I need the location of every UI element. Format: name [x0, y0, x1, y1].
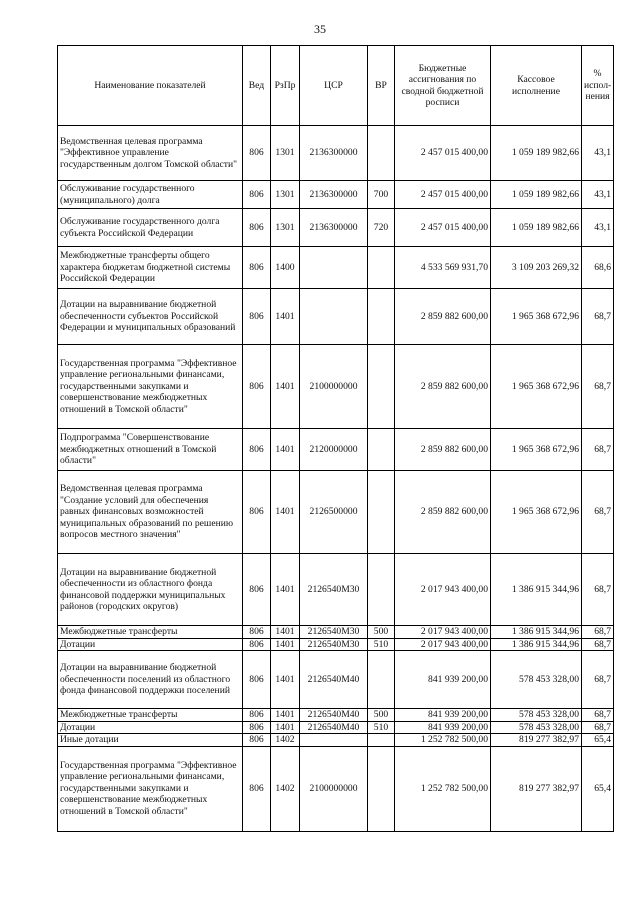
row-rzpr: 1401	[271, 709, 300, 722]
header-rzpr: РзПр	[271, 46, 300, 126]
table-row	[58, 289, 614, 345]
row-csr	[300, 247, 368, 289]
row-vr: 720	[368, 209, 395, 247]
row-vr: 500	[368, 626, 395, 639]
row-ved: 806	[243, 289, 271, 345]
row-vr: 700	[368, 181, 395, 209]
row-name: Дотации на выравнивание бюджетной обеспеченности из областного фонда финансовой поддержки муниципальных районов (городских округов)	[58, 554, 243, 626]
row-percent: 43,1	[582, 126, 614, 181]
row-ved: 806	[243, 554, 271, 626]
table-row	[58, 345, 614, 429]
table-row	[58, 721, 614, 734]
row-vr	[368, 651, 395, 709]
row-csr: 2120000000	[300, 429, 368, 471]
row-vr	[368, 247, 395, 289]
row-name: Государственная программа "Эффективное управление региональными финансами, государственными закупками и совершенствование межбюджетных отношений в Томской области"	[58, 345, 243, 429]
row-cash: 819 277 382,97	[491, 734, 582, 747]
row-cash: 1 059 189 982,66	[491, 181, 582, 209]
table-row	[58, 126, 614, 181]
row-cash: 1 965 368 672,96	[491, 345, 582, 429]
row-ved: 806	[243, 429, 271, 471]
row-budget: 841 939 200,00	[395, 709, 491, 722]
header-percent: % испол-нения	[582, 46, 614, 126]
row-ved: 806	[243, 181, 271, 209]
row-budget: 2 859 882 600,00	[395, 345, 491, 429]
row-percent: 68,7	[582, 638, 614, 651]
row-cash: 578 453 328,00	[491, 709, 582, 722]
row-rzpr: 1400	[271, 247, 300, 289]
row-vr	[368, 554, 395, 626]
row-csr: 2126540M40	[300, 709, 368, 722]
header-csr: ЦСР	[300, 46, 368, 126]
row-csr: 2136300000	[300, 126, 368, 181]
row-rzpr: 1401	[271, 554, 300, 626]
row-name: Иные дотации	[58, 734, 243, 747]
row-ved: 806	[243, 746, 271, 831]
table-header-row	[58, 46, 614, 126]
row-csr: 2126500000	[300, 471, 368, 554]
table-row	[58, 734, 614, 747]
row-csr: 2136300000	[300, 181, 368, 209]
row-cash: 1 386 915 344,96	[491, 626, 582, 639]
row-budget: 2 457 015 400,00	[395, 126, 491, 181]
row-budget: 2 859 882 600,00	[395, 429, 491, 471]
row-csr: 2126540M40	[300, 651, 368, 709]
row-ved: 806	[243, 734, 271, 747]
row-ved: 806	[243, 709, 271, 722]
row-cash: 578 453 328,00	[491, 721, 582, 734]
row-vr	[368, 429, 395, 471]
row-cash: 1 965 368 672,96	[491, 429, 582, 471]
row-percent: 43,1	[582, 209, 614, 247]
row-rzpr: 1401	[271, 721, 300, 734]
row-vr: 500	[368, 709, 395, 722]
row-budget: 1 252 782 500,00	[395, 734, 491, 747]
row-name: Дотации	[58, 638, 243, 651]
row-rzpr: 1401	[271, 289, 300, 345]
row-name: Межбюджетные трансферты общего характера бюджетам бюджетной системы Российской Федерации	[58, 247, 243, 289]
header-budget: Бюджетные ассигнования по сводной бюджетной росписи	[395, 46, 491, 126]
header-ved: Вед	[243, 46, 271, 126]
table-row	[58, 554, 614, 626]
row-ved: 806	[243, 638, 271, 651]
page-number: 35	[314, 22, 326, 36]
row-percent: 68,7	[582, 429, 614, 471]
row-percent: 68,7	[582, 289, 614, 345]
row-vr: 510	[368, 638, 395, 651]
row-rzpr: 1401	[271, 471, 300, 554]
row-rzpr: 1401	[271, 638, 300, 651]
row-csr: 2126540M30	[300, 626, 368, 639]
row-budget: 4 533 569 931,70	[395, 247, 491, 289]
row-cash: 1 059 189 982,66	[491, 126, 582, 181]
row-vr: 510	[368, 721, 395, 734]
row-ved: 806	[243, 345, 271, 429]
row-percent: 65,4	[582, 746, 614, 831]
row-name: Ведомственная целевая программа "Создание условий для обеспечения равных финансовых возможностей муниципальных образований по решению вопросов местного значения"	[58, 471, 243, 554]
row-ved: 806	[243, 651, 271, 709]
row-name: Дотации на выравнивание бюджетной обеспеченности поселений из областного фонда финансовой поддержки поселений	[58, 651, 243, 709]
row-percent: 68,6	[582, 247, 614, 289]
table-row	[58, 626, 614, 639]
row-cash: 1 386 915 344,96	[491, 638, 582, 651]
row-percent: 68,7	[582, 651, 614, 709]
table-row	[58, 709, 614, 722]
row-cash: 1 059 189 982,66	[491, 209, 582, 247]
row-vr	[368, 345, 395, 429]
row-rzpr: 1401	[271, 626, 300, 639]
row-cash: 3 109 203 269,32	[491, 247, 582, 289]
row-csr	[300, 734, 368, 747]
row-name: Государственная программа "Эффективное управление региональными финансами, государственными закупками и совершенствование межбюджетных отношений в Томской области"	[58, 746, 243, 831]
table-row	[58, 429, 614, 471]
table-row	[58, 181, 614, 209]
row-rzpr: 1301	[271, 209, 300, 247]
row-rzpr: 1402	[271, 746, 300, 831]
row-ved: 806	[243, 247, 271, 289]
row-rzpr: 1402	[271, 734, 300, 747]
row-rzpr: 1301	[271, 126, 300, 181]
table-row	[58, 471, 614, 554]
row-csr	[300, 289, 368, 345]
row-vr	[368, 126, 395, 181]
row-name: Дотации	[58, 721, 243, 734]
row-name: Дотации на выравнивание бюджетной обеспеченности субъектов Российской Федерации и муниципальных образований	[58, 289, 243, 345]
row-ved: 806	[243, 471, 271, 554]
row-name: Подпрограмма "Совершенствование межбюджетных отношений в Томской области"	[58, 429, 243, 471]
row-name: Обслуживание государственного (муниципального) долга	[58, 181, 243, 209]
row-cash: 1 386 915 344,96	[491, 554, 582, 626]
header-cash: Кассовое исполнение	[491, 46, 582, 126]
table-row	[58, 638, 614, 651]
table-row	[58, 651, 614, 709]
budget-table	[57, 45, 614, 832]
header-vr: ВР	[368, 46, 395, 126]
table-row	[58, 746, 614, 831]
row-budget: 2 859 882 600,00	[395, 471, 491, 554]
row-name: Обслуживание государственного долга субъекта Российской Федерации	[58, 209, 243, 247]
row-percent: 65,4	[582, 734, 614, 747]
row-cash: 1 965 368 672,96	[491, 471, 582, 554]
row-rzpr: 1401	[271, 429, 300, 471]
table-row	[58, 247, 614, 289]
row-csr: 2136300000	[300, 209, 368, 247]
row-percent: 43,1	[582, 181, 614, 209]
row-cash: 578 453 328,00	[491, 651, 582, 709]
row-vr	[368, 734, 395, 747]
row-percent: 68,7	[582, 709, 614, 722]
row-rzpr: 1401	[271, 345, 300, 429]
row-vr	[368, 289, 395, 345]
row-budget: 2 457 015 400,00	[395, 209, 491, 247]
row-rzpr: 1301	[271, 181, 300, 209]
row-budget: 841 939 200,00	[395, 651, 491, 709]
row-percent: 68,7	[582, 626, 614, 639]
row-name: Межбюджетные трансферты	[58, 626, 243, 639]
row-ved: 806	[243, 126, 271, 181]
row-percent: 68,7	[582, 554, 614, 626]
header-name: Наименование показателей	[58, 46, 243, 126]
row-budget: 2 017 943 400,00	[395, 626, 491, 639]
row-budget: 2 017 943 400,00	[395, 554, 491, 626]
row-vr	[368, 746, 395, 831]
row-name: Межбюджетные трансферты	[58, 709, 243, 722]
row-budget: 2 017 943 400,00	[395, 638, 491, 651]
row-ved: 806	[243, 626, 271, 639]
row-csr: 2126540M40	[300, 721, 368, 734]
row-csr: 2126540M30	[300, 554, 368, 626]
row-budget: 841 939 200,00	[395, 721, 491, 734]
row-cash: 819 277 382,97	[491, 746, 582, 831]
row-budget: 2 457 015 400,00	[395, 181, 491, 209]
row-budget: 1 252 782 500,00	[395, 746, 491, 831]
table-row	[58, 209, 614, 247]
row-csr: 2100000000	[300, 746, 368, 831]
row-csr: 2126540M30	[300, 638, 368, 651]
row-percent: 68,7	[582, 345, 614, 429]
row-csr: 2100000000	[300, 345, 368, 429]
row-vr	[368, 471, 395, 554]
row-ved: 806	[243, 209, 271, 247]
row-budget: 2 859 882 600,00	[395, 289, 491, 345]
row-cash: 1 965 368 672,96	[491, 289, 582, 345]
row-percent: 68,7	[582, 721, 614, 734]
row-name: Ведомственная целевая программа "Эффективное управление государственным долгом Томской области"	[58, 126, 243, 181]
row-rzpr: 1401	[271, 651, 300, 709]
row-percent: 68,7	[582, 471, 614, 554]
row-ved: 806	[243, 721, 271, 734]
